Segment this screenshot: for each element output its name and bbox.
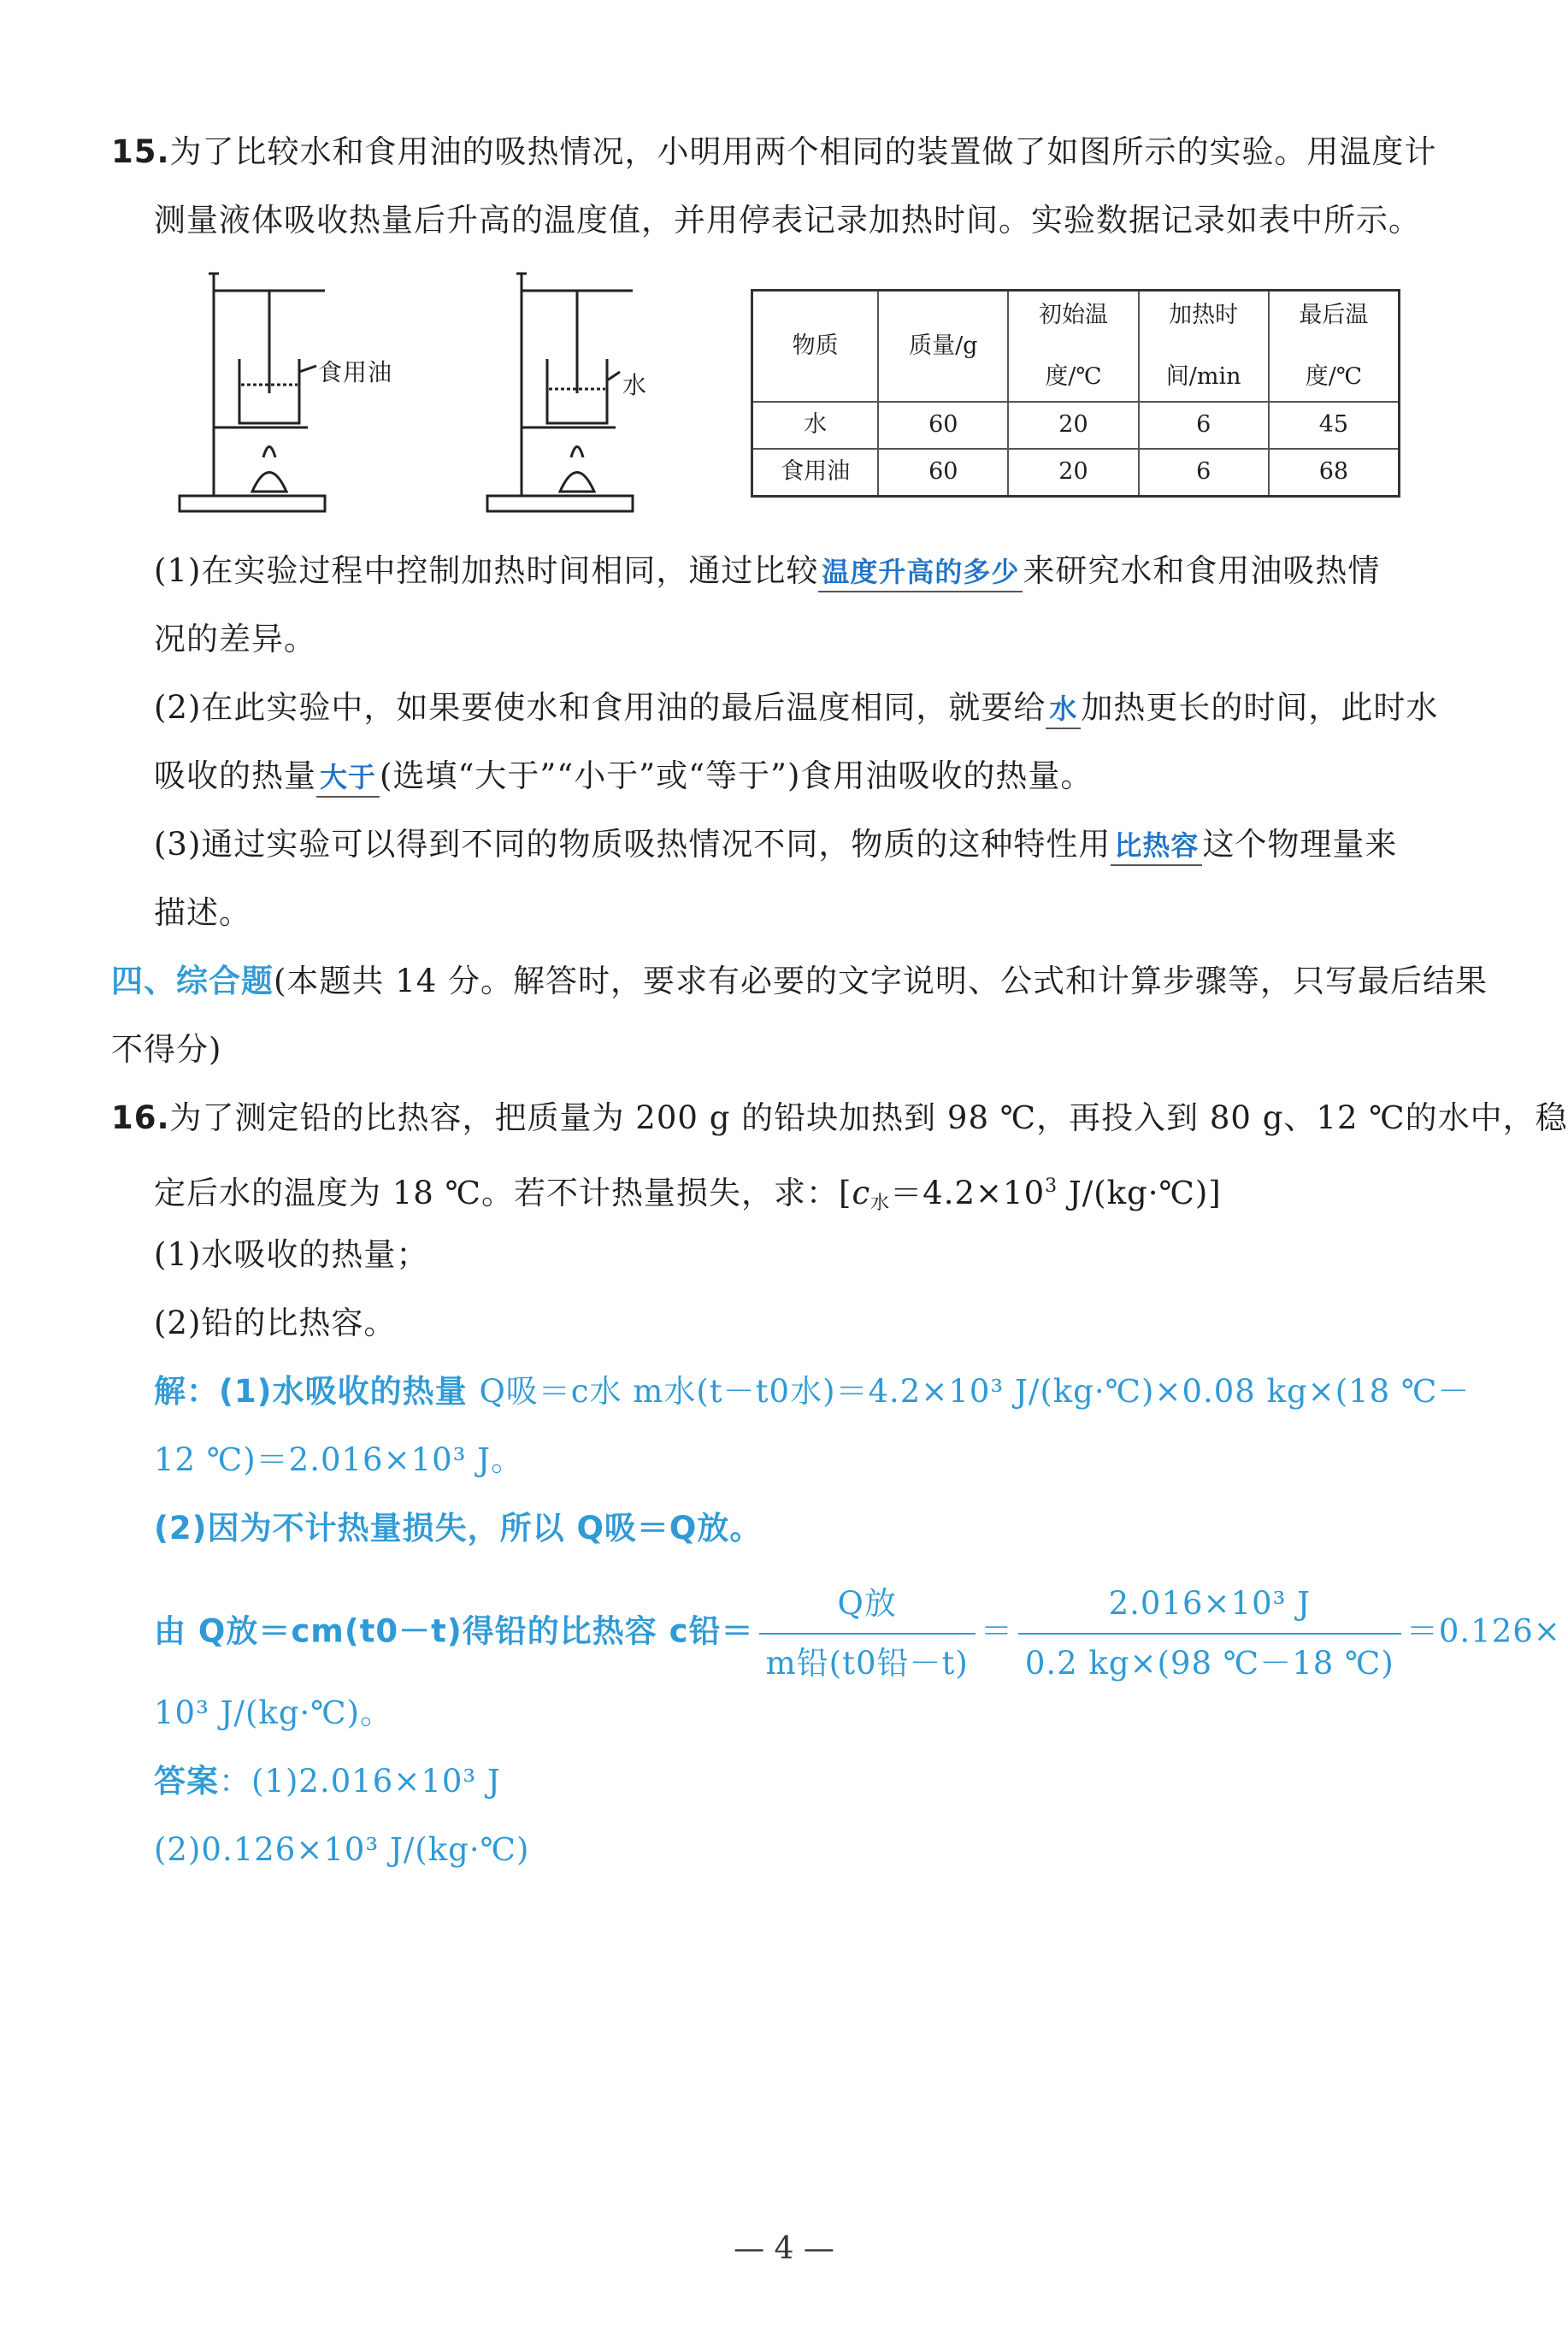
answer-blank-2: 水 xyxy=(1046,690,1081,729)
fraction-2: $\frac{\text{2.016×10³ J}}{0.2 kg\times(98 ℃-18 ℃)}$ xyxy=(1018,1578,1401,1689)
answer-blank-3: 大于 xyxy=(316,758,380,798)
answer-blank-4: 比热容 xyxy=(1111,827,1202,866)
fig-label-oil: 食用油 xyxy=(318,358,393,386)
q15-part2: (2)在此实验中，如果要使水和食用油的最后温度相同，就要给 水 加热更长的时间，此时水 xyxy=(154,686,1438,730)
q15-part3: (3)通过实验可以得到不同的物质吸热情况不同，物质的这种特性用 比热容 这个物理量来 xyxy=(154,822,1397,867)
th-time: 加热时 间/min xyxy=(1139,291,1269,402)
table-row: 食用油 60 20 6 68 xyxy=(752,449,1400,497)
th-mass: 质量/g xyxy=(878,291,1008,402)
section4-desc-cont: 不得分) xyxy=(111,1031,222,1068)
q15-part2-cont: 吸收的热量 大于 (选填“大于”“小于”或“等于”)食用油吸收的热量。 xyxy=(154,754,1093,798)
solution-line4: 由 Q放＝cm(t0－t)得铅的比热容 c铅＝ $\frac{\text{Q放}}{\text{m铅(t0铅－t)}}$ ＝ $\frac{\text{2.016×10³ J}}{0.2 kg\times(98 ℃-18 ℃)}$ ＝0.126× xyxy=(154,1578,1561,1689)
solution-line1: 解：(1)水吸收的热量 Q吸＝c水 m水(t－t0水)＝4.2×10³ J/(kg·℃)×0.08 kg×(18 ℃－ xyxy=(154,1373,1471,1410)
th-final-temp: 最后温 度/℃ xyxy=(1269,291,1400,402)
table-row: 水 60 20 6 45 xyxy=(752,402,1400,449)
q15-part3-cont: 描述。 xyxy=(154,894,251,931)
q15-number: 15. xyxy=(111,133,170,170)
page-number: — 4 — xyxy=(734,2231,834,2266)
section4-header: 四、综合题(本题共 14 分。解答时，要求有必要的文字说明、公式和计算步骤等，只写最后结果 xyxy=(111,963,1488,999)
th-init-temp: 初始温 度/℃ xyxy=(1008,291,1138,402)
answer-line2: (2)0.126×10³ J/(kg·℃) xyxy=(154,1831,530,1868)
answer-line1: 答案：(1)2.016×10³ J xyxy=(154,1763,501,1800)
solution-line2: 12 ℃)＝2.016×10³ J。 xyxy=(154,1441,524,1478)
solution-label: 解 xyxy=(154,1373,186,1410)
q16-sub1: (1)水吸收的热量； xyxy=(154,1236,429,1273)
solution-line5: 10³ J/(kg·℃)。 xyxy=(154,1694,393,1731)
q16-sub2: (2)铅的比热容。 xyxy=(154,1305,397,1341)
q15-part1: (1)在实验过程中控制加热时间相同，通过比较 温度升高的多少 来研究水和食用油吸热情 xyxy=(154,549,1380,593)
q16-number: 16. xyxy=(111,1099,170,1136)
q15-part1-cont: 况的差异。 xyxy=(154,621,316,657)
q16-line1: 16.为了测定铅的比热容，把质量为 200 g 的铅块加热到 98 ℃，再投入到 80 g、12 ℃的水中，稳 xyxy=(111,1099,1568,1136)
answer-label: 答案 xyxy=(154,1763,219,1800)
q15-line2: 测量液体吸收热量后升高的温度值，并用停表记录加热时间。实验数据记录如表中所示。 xyxy=(154,202,1421,239)
q16-line2: 定后水的温度为 18 ℃。若不计热量损失，求：[$c_水=4.2\times 10^3$ J/(kg·℃)] xyxy=(154,1175,1222,1214)
section4-title: 四、综合题 xyxy=(111,963,274,999)
fig-label-water: 水 xyxy=(622,371,648,399)
q15-line1: 15.为了比较水和食用油的吸热情况，小明用两个相同的装置做了如图所示的实验。用温度计 xyxy=(111,133,1437,170)
fraction-1: $\frac{\text{Q放}}{\text{m铅(t0铅－t)}}$ xyxy=(759,1578,976,1689)
th-substance: 物质 xyxy=(752,291,879,402)
data-table xyxy=(751,289,1400,498)
solution-line3: (2)因为不计热量损失，所以 Q吸＝Q放。 xyxy=(154,1510,763,1547)
answer-blank-1: 温度升高的多少 xyxy=(818,553,1023,592)
